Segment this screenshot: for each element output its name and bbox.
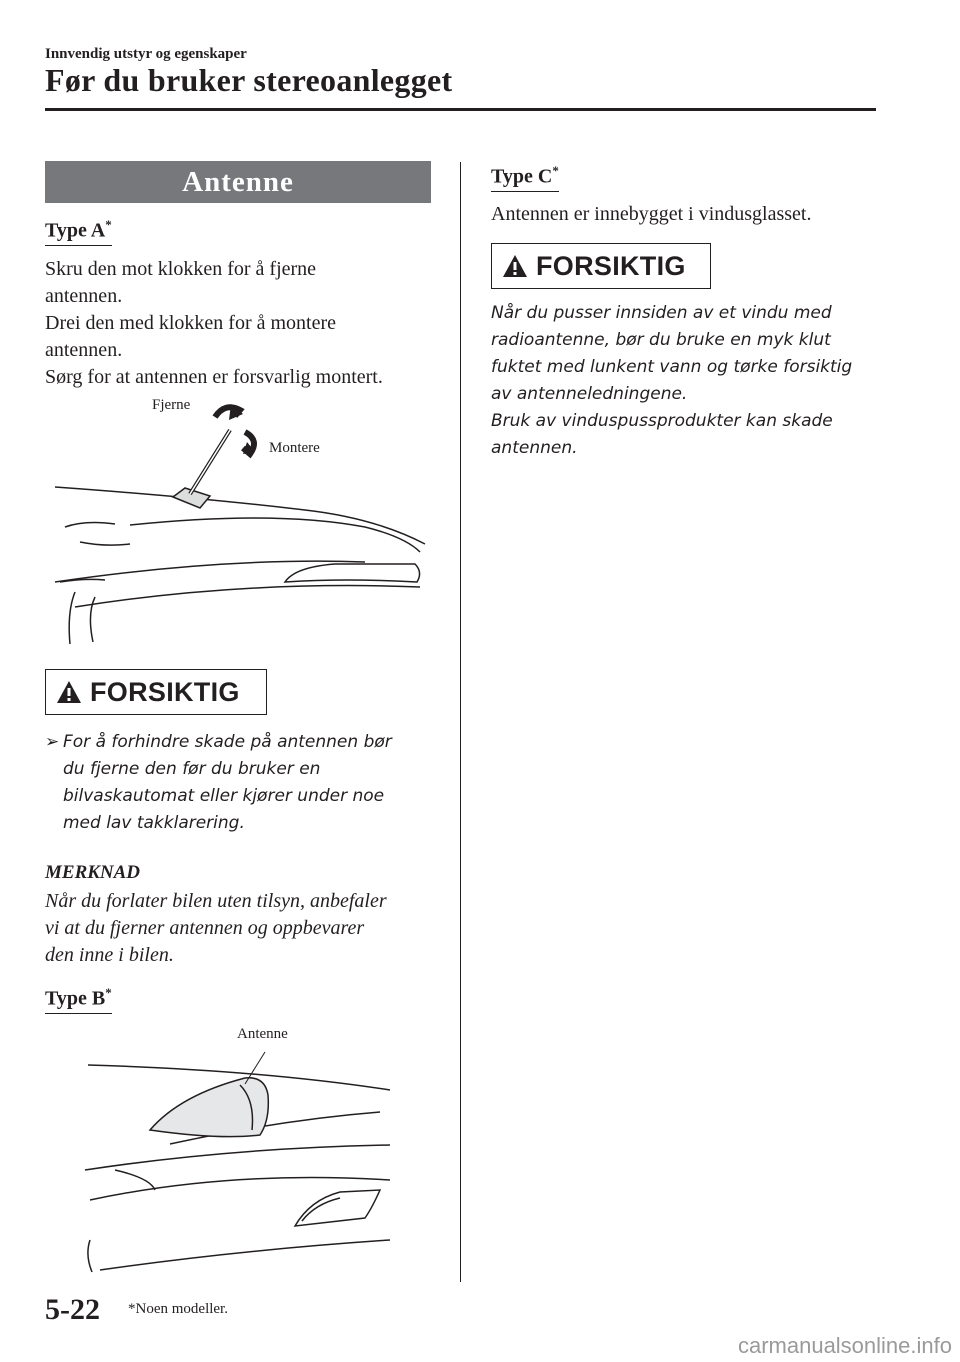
note-text bbox=[45, 888, 455, 969]
type-a-line: antennen. bbox=[45, 285, 123, 307]
page-number: 5-22 bbox=[45, 1293, 100, 1326]
mount-label: Montere bbox=[269, 440, 320, 456]
type-b-star: * bbox=[105, 985, 112, 1000]
caution-line: fuktet med lunkent vann og tørke forsiktig bbox=[491, 357, 853, 377]
type-c-heading bbox=[491, 163, 559, 192]
caution-line: Bruk av vinduspussprodukter kan skade bbox=[491, 411, 833, 431]
caution-line: med lav takklarering. bbox=[63, 813, 245, 833]
type-c-text: Antennen er innebygget i vindusglasset. bbox=[491, 203, 812, 225]
remove-label: Fjerne bbox=[152, 397, 191, 413]
section-label: Innvendig utstyr og egenskaper bbox=[45, 46, 247, 62]
roof-line bbox=[55, 487, 425, 544]
caution-line: radioantenne, bør du bruke en myk klut bbox=[491, 330, 831, 350]
type-b-heading bbox=[45, 985, 112, 1014]
caution-line: bilvaskautomat eller kjører under noe bbox=[63, 786, 385, 806]
footnote: *Noen modeller. bbox=[128, 1301, 228, 1317]
type-a-line: antennen. bbox=[45, 339, 123, 361]
bullet-arrow-icon: ➢ bbox=[45, 732, 60, 752]
caution-box bbox=[491, 243, 711, 289]
type-a-instructions bbox=[45, 256, 445, 391]
type-a-line: Drei den med klokken for å montere bbox=[45, 312, 337, 334]
warning-triangle-icon bbox=[502, 254, 528, 278]
type-a-star: * bbox=[105, 217, 112, 232]
note-line: den inne i bilen. bbox=[45, 944, 174, 966]
note-line: vi at du fjerner antennen og oppbevarer bbox=[45, 917, 365, 939]
caution-text bbox=[491, 300, 891, 462]
caution-line: antennen. bbox=[491, 438, 578, 458]
type-a-heading bbox=[45, 217, 112, 246]
type-a-line: Skru den mot klokken for å fjerne bbox=[45, 258, 317, 280]
caution-box bbox=[45, 669, 267, 715]
caution-line: Når du pusser innsiden av et vindu med bbox=[491, 303, 832, 323]
caution-label: FORSIKTIG bbox=[536, 250, 686, 281]
note-heading: MERKNAD bbox=[45, 862, 141, 883]
caution-line: av antenneledningene. bbox=[491, 384, 688, 404]
watermark: carmanualsonline.info bbox=[737, 1333, 952, 1358]
note-line: Når du forlater bilen uten tilsyn, anbefaler bbox=[45, 890, 387, 912]
caution-line: du fjerne den før du bruker en bbox=[63, 759, 321, 779]
warning-triangle-icon bbox=[56, 680, 82, 704]
type-a-antenna-illustration bbox=[45, 392, 435, 657]
antenna-banner: Antenne bbox=[45, 161, 431, 203]
type-c-star: * bbox=[552, 163, 559, 178]
column-divider bbox=[460, 162, 461, 1282]
caution-line: For å forhindre skade på antennen bør bbox=[63, 732, 392, 752]
caution-text bbox=[45, 729, 445, 837]
type-a-line: Sørg for at antennen er forsvarlig montert. bbox=[45, 366, 383, 388]
type-c-label: Type C bbox=[491, 165, 553, 188]
page-title: Før du bruker stereoanlegget bbox=[45, 62, 453, 98]
windshield-edge bbox=[130, 518, 420, 552]
type-b-antenna-illustration bbox=[80, 1040, 410, 1280]
caution-label: FORSIKTIG bbox=[90, 676, 240, 707]
type-a-label: Type A bbox=[45, 219, 106, 242]
antenna-label: Antenne bbox=[237, 1026, 288, 1042]
title-rule bbox=[45, 108, 876, 111]
type-b-label: Type B bbox=[45, 987, 106, 1010]
